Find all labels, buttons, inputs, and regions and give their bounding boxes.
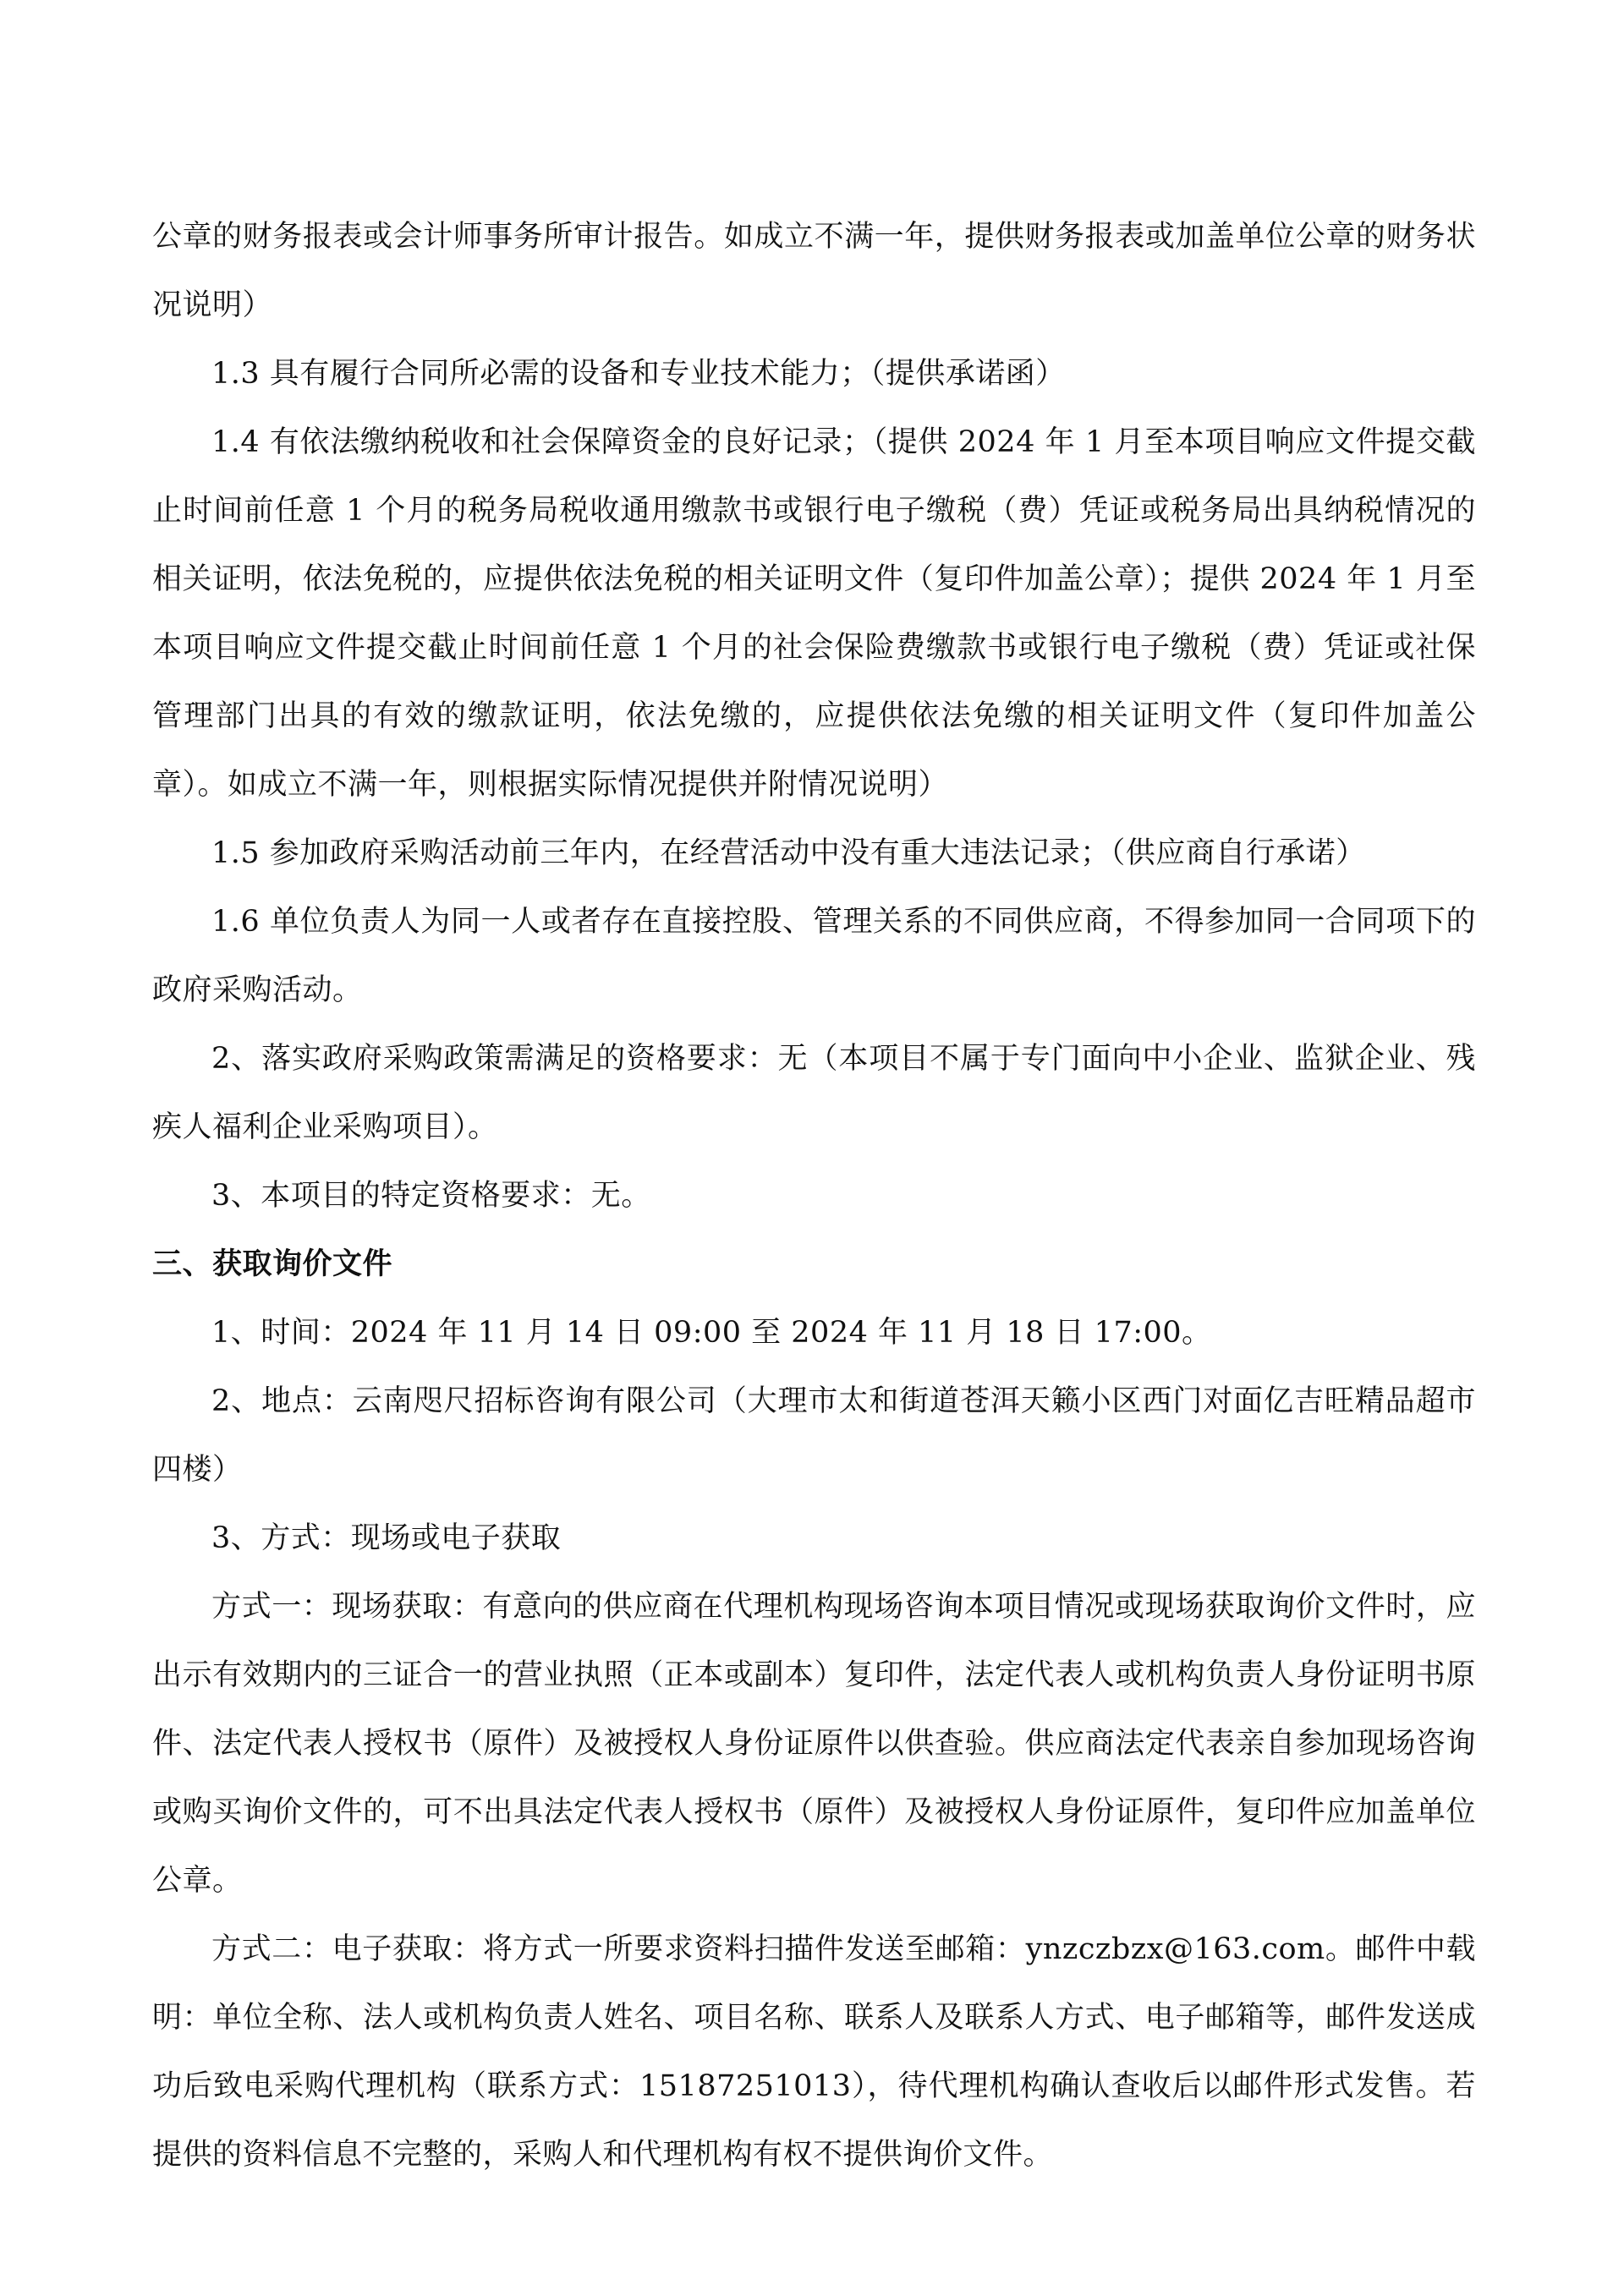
paragraph-method-two-electronic: 方式二：电子获取：将方式一所要求资料扫描件发送至邮箱：ynzczbzx@163.com。邮件中载明：单位全称、法人或机构负责人姓名、项目名称、联系人及联系人方式、电子邮箱等，邮件发送成功后致电采购代理机构（联系方式：15187251013），待代理机构确认查收后以邮件形式发售。若提供的资料信息不完整的，采购人和代理机构有权不提供询价文件。 <box>152 1932 1476 2172</box>
paragraph-financial-statement: 公章的财务报表或会计师事务所审计报告。如成立不满一年，提供财务报表或加盖单位公章的财务状况说明） <box>152 220 1476 322</box>
document-body <box>152 203 1476 2189</box>
paragraph-method-one-onsite: 方式一：现场获取：有意向的供应商在代理机构现场咨询本项目情况或现场获取询价文件时，应出示有效期内的三证合一的营业执照（正本或副本）复印件，法定代表人或机构负责人身份证明书原件、法定代表人授权书（原件）及被授权人身份证原件以供查验。供应商法定代表亲自参加现场咨询或购买询价文件的，可不出具法定代表人授权书（原件）及被授权人身份证原件，复印件应加盖单位公章。 <box>152 1590 1476 1898</box>
paragraph-3-specific-requirements: 3、本项目的特定资格要求：无。 <box>211 1179 651 1213</box>
paragraph-1-3-equipment: 1.3 具有履行合同所必需的设备和专业技术能力；（提供承诺函） <box>211 357 1066 391</box>
section-heading-obtain-documents: 三、获取询价文件 <box>152 1247 393 1281</box>
paragraph-method: 3、方式：现场或电子获取 <box>211 1521 562 1555</box>
paragraph-1-6-same-responsible-person: 1.6 单位负责人为同一人或者存在直接控股、管理关系的不同供应商，不得参加同一合同项下的政府采购活动。 <box>152 905 1476 1007</box>
paragraph-1-5-no-violation: 1.5 参加政府采购活动前三年内，在经营活动中没有重大违法记录；（供应商自行承诺） <box>211 836 1366 870</box>
paragraph-1-4-tax-social-security: 1.4 有依法缴纳税收和社会保障资金的良好记录；（提供 2024 年 1 月至本项目响应文件提交截止时间前任意 1 个月的税务局税收通用缴款书或银行电子缴税（费）凭证或税务局出具纳税情况的相关证明，依法免税的，应提供依法免税的相关证明文件（复印件加盖公章）；提供 2024 年 1 月至本项目响应文件提交截止时间前任意 1 个月的社会保险费缴款书或银行电子缴税（费）凭证或社保管理部门出具的有效的缴款证明，依法免缴的，应提供依法免缴的相关证明文件（复印件加盖公章）。如成立不满一年，则根据实际情况提供并附情况说明） <box>152 425 1476 802</box>
paragraph-2-policy-requirements: 2、落实政府采购政策需满足的资格要求：无（本项目不属于专门面向中小企业、监狱企业、残疾人福利企业采购项目）。 <box>152 1042 1476 1144</box>
paragraph-location: 2、地点：云南咫尺招标咨询有限公司（大理市太和街道苍洱天籁小区西门对面亿吉旺精品超市四楼） <box>152 1384 1476 1487</box>
paragraph-time: 1、时间：2024 年 11 月 14 日 09:00 至 2024 年 11 月 18 日 17:00。 <box>211 1316 1212 1350</box>
